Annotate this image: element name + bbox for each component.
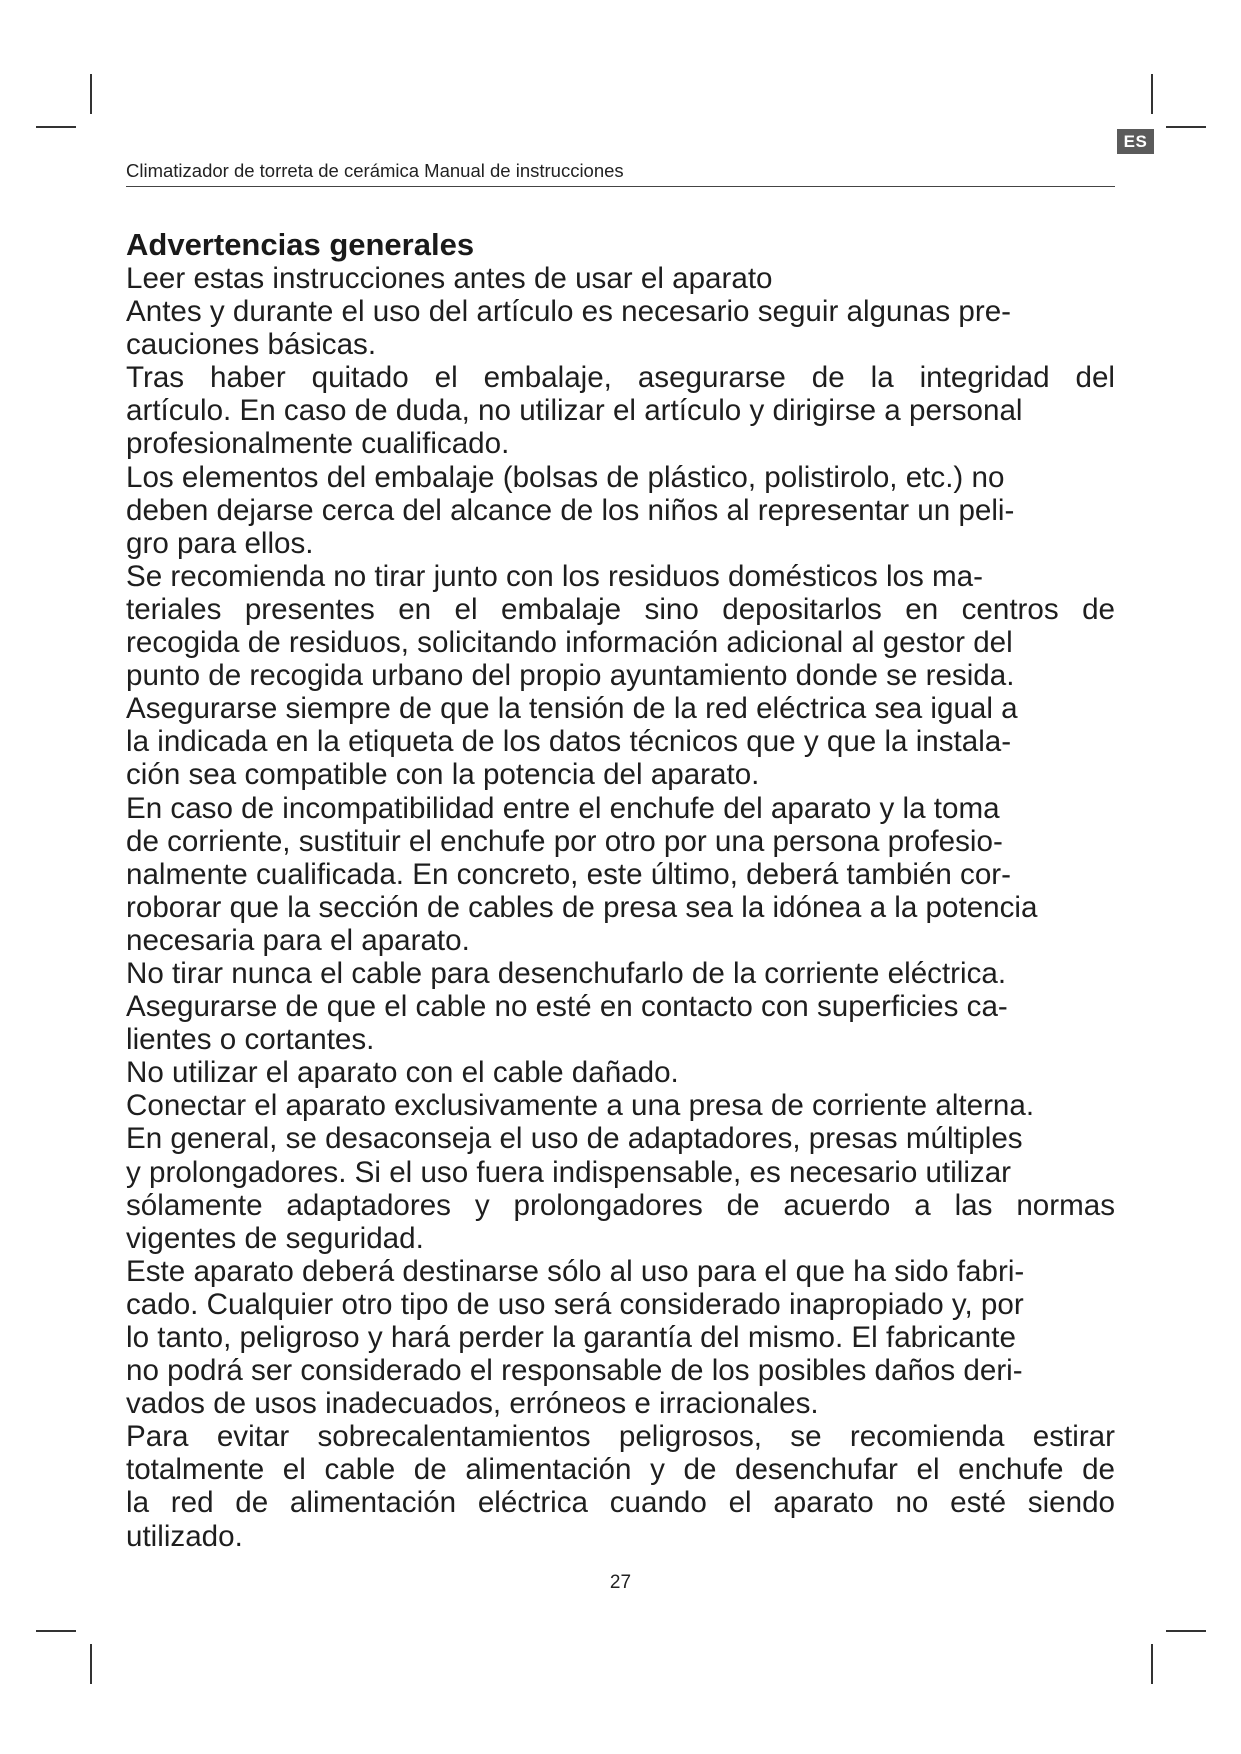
text-line: deben dejarse cerca del alcance de los niños al representar un peli- xyxy=(126,493,1015,527)
text-line: roborar que la sección de cables de presa sea la idónea a la potencia xyxy=(126,890,1038,924)
crop-mark-bottom-right-horizontal xyxy=(1166,1630,1206,1632)
section-title: Advertencias generales xyxy=(126,227,475,262)
page-number: 27 xyxy=(609,1572,632,1593)
main-content xyxy=(126,228,1156,1553)
text-line: No tirar nunca el cable para desenchufarlo de la corriente eléctrica. xyxy=(126,956,1007,990)
text-line: artículo. En caso de duda, no utilizar el artículo y dirigirse a personal xyxy=(126,394,1023,428)
text-line: sólamente adaptadores y prolongadores de acuerdo a las normas xyxy=(126,1188,1115,1222)
crop-mark-bottom-left-vertical xyxy=(90,1644,92,1684)
text-line: nalmente cualificada. En concreto, este último, deberá también cor- xyxy=(126,857,1011,891)
text-line: Este aparato deberá destinarse sólo al uso para el que ha sido fabri- xyxy=(126,1254,1025,1288)
text-line: En caso de incompatibilidad entre el enchufe del aparato y la toma xyxy=(126,791,1000,825)
text-line: Se recomienda no tirar junto con los residuos domésticos los ma- xyxy=(126,559,983,593)
text-line: No utilizar el aparato con el cable dañado. xyxy=(126,1056,679,1090)
text-line: gro para ellos. xyxy=(126,526,314,560)
text-line: profesionalmente cualificado. xyxy=(126,427,510,461)
crop-mark-top-left-horizontal xyxy=(36,126,76,128)
text-line: Asegurarse siempre de que la tensión de la red eléctrica sea igual a xyxy=(126,692,1018,726)
text-line: En general, se desaconseja el uso de adaptadores, presas múltiples xyxy=(126,1122,1023,1156)
text-line: no podrá ser considerado el responsable de los posibles daños deri- xyxy=(126,1354,1023,1388)
crop-mark-top-left-vertical xyxy=(90,74,92,114)
crop-mark-top-right-vertical xyxy=(1151,74,1153,114)
text-line: necesaria para el aparato. xyxy=(126,923,470,957)
crop-mark-bottom-right-vertical xyxy=(1151,1644,1153,1684)
text-line: Leer estas instrucciones antes de usar el aparato xyxy=(126,262,773,295)
text-line: Antes y durante el uso del artículo es necesario seguir algunas pre- xyxy=(126,295,1012,329)
language-badge: ES xyxy=(1117,129,1154,154)
text-line: vados de usos inadecuados, erróneos e irracionales. xyxy=(126,1387,819,1421)
text-line: teriales presentes en el embalaje sino depositarlos en centros de xyxy=(126,592,1115,626)
text-line: Para evitar sobrecalentamientos peligrosos, se recomienda estirar xyxy=(126,1420,1115,1454)
text-line: lientes o cortantes. xyxy=(126,1023,375,1057)
text-line: y prolongadores. Si el uso fuera indispensable, es necesario utilizar xyxy=(126,1155,1012,1189)
text-line: la red de alimentación eléctrica cuando el aparato no esté siendo xyxy=(126,1486,1115,1520)
text-line: cado. Cualquier otro tipo de uso será considerado inapropiado y, por xyxy=(126,1287,1024,1321)
text-line: utilizado. xyxy=(126,1519,243,1553)
header-divider xyxy=(126,186,1115,187)
text-line: lo tanto, peligroso y hará perder la garantía del mismo. El fabricante xyxy=(126,1321,1016,1354)
text-line: totalmente el cable de alimentación y de desenchufar el enchufe de xyxy=(126,1453,1115,1487)
text-line: Tras haber quitado el embalaje, asegurarse de la integridad del xyxy=(126,361,1115,395)
text-line: de corriente, sustituir el enchufe por otro por una persona profesio- xyxy=(126,824,1003,858)
crop-mark-top-right-horizontal xyxy=(1166,126,1206,128)
text-line: Conectar el aparato exclusivamente a una presa de corriente alterna. xyxy=(126,1089,1035,1123)
body-text xyxy=(126,262,1156,1553)
crop-mark-bottom-left-horizontal xyxy=(36,1630,76,1632)
text-line: ción sea compatible con la potencia del aparato. xyxy=(126,758,760,792)
text-line: vigentes de seguridad. xyxy=(126,1221,424,1255)
text-line: la indicada en la etiqueta de los datos técnicos que y que la instala- xyxy=(126,725,1012,759)
text-line: recogida de residuos, solicitando información adicional al gestor del xyxy=(126,626,1013,660)
text-line: Los elementos del embalaje (bolsas de plástico, polistirolo, etc.) no xyxy=(126,460,1005,494)
running-header-title: Climatizador de torreta de cerámica Manual de instrucciones xyxy=(126,160,624,181)
text-line: Asegurarse de que el cable no esté en contacto con superficies ca- xyxy=(126,990,1008,1024)
text-line: punto de recogida urbano del propio ayuntamiento donde se resida. xyxy=(126,659,1015,693)
text-line: cauciones básicas. xyxy=(126,328,377,362)
